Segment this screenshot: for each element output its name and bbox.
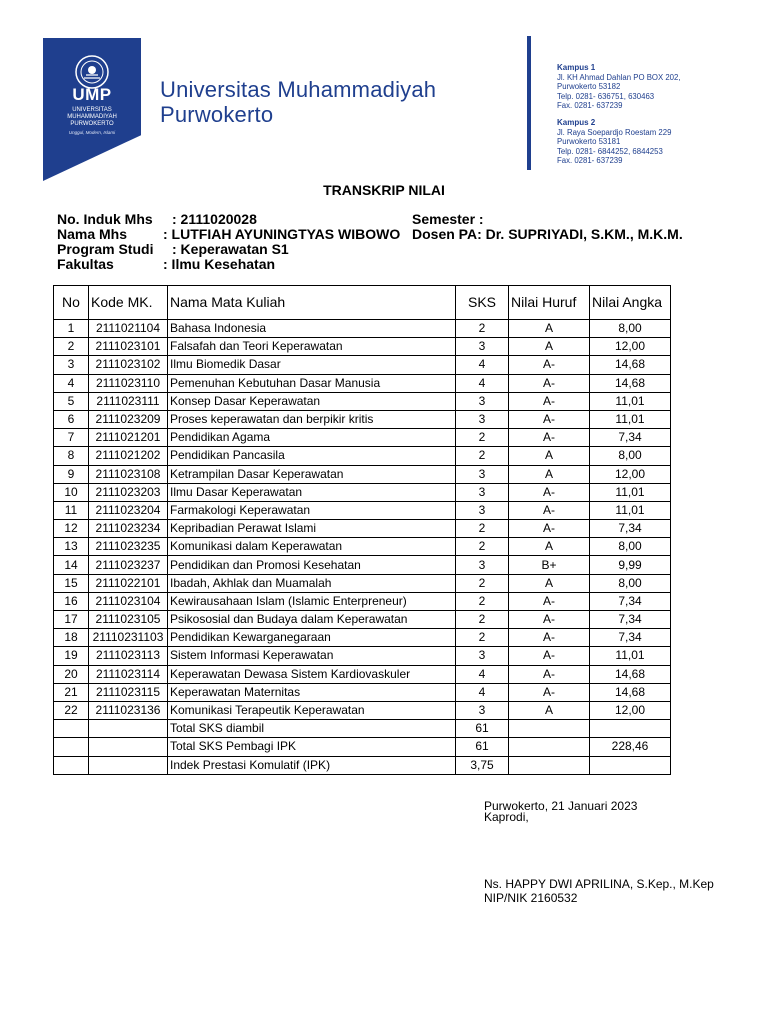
cell-nama: Kewirausahaan Islam (Islamic Enterpreneur) — [168, 592, 456, 610]
cell-kode: 2111023101 — [89, 338, 168, 356]
table-row — [54, 556, 671, 574]
cell-sks: 2 — [456, 538, 509, 556]
semester: Semester : — [412, 211, 484, 227]
cell-no: 18 — [54, 629, 89, 647]
cell-nilai-huruf: A — [509, 465, 590, 483]
cell-nilai-huruf: A- — [509, 647, 590, 665]
cell-nama: Falsafah dan Teori Keperawatan — [168, 338, 456, 356]
cell-no: 12 — [54, 520, 89, 538]
cell-sks: 3 — [456, 338, 509, 356]
cell-nilai-angka: 7,34 — [590, 520, 671, 538]
cell-sks: 2 — [456, 574, 509, 592]
cell-nilai-huruf: A- — [509, 392, 590, 410]
cell-nilai-huruf: A — [509, 447, 590, 465]
cell-nama: Konsep Dasar Keperawatan — [168, 392, 456, 410]
table-row — [54, 647, 671, 665]
cell-sks: 2 — [456, 629, 509, 647]
cell-no: 20 — [54, 665, 89, 683]
cell-sks: 3 — [456, 483, 509, 501]
cell-no: 1 — [54, 320, 89, 338]
logo-abbr: UMP — [72, 85, 112, 104]
cell-nilai-angka: 8,00 — [590, 574, 671, 592]
cell-nilai-huruf: A- — [509, 429, 590, 447]
cell-nilai-angka — [590, 756, 671, 774]
cell-sks: 3 — [456, 647, 509, 665]
cell-nilai-angka: 7,34 — [590, 611, 671, 629]
cell-nilai-huruf: A — [509, 574, 590, 592]
cell-nama: Ilmu Dasar Keperawatan — [168, 483, 456, 501]
cell-nilai-huruf: A- — [509, 592, 590, 610]
cell-sks: 2 — [456, 320, 509, 338]
cell-nilai-angka: 11,01 — [590, 410, 671, 428]
cell-nama: Sistem Informasi Keperawatan — [168, 647, 456, 665]
cell-nilai-huruf — [509, 720, 590, 738]
summary-row — [54, 738, 671, 756]
summary-row — [54, 720, 671, 738]
cell-nilai-angka: 11,01 — [590, 392, 671, 410]
student-nim: No. Induk Mhs : 2111020028 — [57, 211, 257, 227]
cell-sks: 2 — [456, 447, 509, 465]
cell-nilai-angka: 14,68 — [590, 356, 671, 374]
col-header-no: No — [54, 286, 89, 320]
cell-nilai-huruf: A- — [509, 374, 590, 392]
cell-nilai-huruf: A — [509, 320, 590, 338]
col-header-nilai-huruf: Nilai Huruf — [509, 286, 590, 320]
cell-sks: 61 — [456, 738, 509, 756]
cell-sks: 3 — [456, 392, 509, 410]
cell-no: 11 — [54, 501, 89, 519]
cell-kode: 2111023136 — [89, 701, 168, 719]
cell-nama: Keperawatan Dewasa Sistem Kardiovaskuler — [168, 665, 456, 683]
table-row — [54, 629, 671, 647]
cell-nilai-angka: 14,68 — [590, 683, 671, 701]
logo-tagline: Unggul, Modern, Islami — [68, 130, 116, 135]
table-row — [54, 465, 671, 483]
university-name: Universitas Muhammadiyah Purwokerto — [160, 77, 437, 127]
table-row — [54, 520, 671, 538]
table-row — [54, 392, 671, 410]
cell-nilai-huruf: A- — [509, 520, 590, 538]
table-header-row — [54, 286, 671, 320]
cell-sks: 2 — [456, 520, 509, 538]
cell-nilai-huruf: A — [509, 338, 590, 356]
cell-no — [54, 756, 89, 774]
cell-sks: 2 — [456, 592, 509, 610]
cell-nama: Total SKS Pembagi IPK — [168, 738, 456, 756]
table-row — [54, 611, 671, 629]
cell-nilai-huruf: A- — [509, 665, 590, 683]
table-row — [54, 483, 671, 501]
cell-nilai-angka: 12,00 — [590, 701, 671, 719]
cell-kode: 2111023235 — [89, 538, 168, 556]
cell-nama: Pendidikan dan Promosi Kesehatan — [168, 556, 456, 574]
cell-kode: 2111023108 — [89, 465, 168, 483]
table-row — [54, 447, 671, 465]
cell-kode: 2111023111 — [89, 392, 168, 410]
cell-nilai-huruf — [509, 738, 590, 756]
faculty: Fakultas : Ilmu Kesehatan — [57, 256, 276, 272]
cell-sks: 4 — [456, 683, 509, 701]
place-date: Purwokerto, 21 Januari 2023 — [484, 799, 638, 813]
cell-sks: 3 — [456, 556, 509, 574]
cell-sks: 2 — [456, 429, 509, 447]
cell-sks: 3 — [456, 410, 509, 428]
col-header-nama: Nama Mata Kuliah — [168, 286, 456, 320]
cell-kode: 2111021202 — [89, 447, 168, 465]
cell-kode: 2111023102 — [89, 356, 168, 374]
col-header-nilai-angka: Nilai Angka — [590, 286, 671, 320]
cell-kode: 2111023204 — [89, 501, 168, 519]
table-row — [54, 410, 671, 428]
signer-role: Kaprodi, — [484, 810, 529, 824]
table-row — [54, 665, 671, 683]
cell-no: 9 — [54, 465, 89, 483]
cell-kode: 2111023110 — [89, 374, 168, 392]
col-header-kode: Kode MK. — [89, 286, 168, 320]
cell-nama: Keperawatan Maternitas — [168, 683, 456, 701]
cell-no: 3 — [54, 356, 89, 374]
cell-nilai-angka: 11,01 — [590, 647, 671, 665]
table-row — [54, 374, 671, 392]
cell-nama: Psikososial dan Budaya dalam Keperawatan — [168, 611, 456, 629]
grades-table — [53, 285, 671, 775]
cell-sks: 61 — [456, 720, 509, 738]
cell-no: 21 — [54, 683, 89, 701]
cell-nilai-angka: 14,68 — [590, 665, 671, 683]
cell-kode: 2111023105 — [89, 611, 168, 629]
signer-nip: NIP/NIK 2160532 — [484, 891, 578, 905]
summary-row — [54, 756, 671, 774]
cell-nilai-angka: 7,34 — [590, 429, 671, 447]
cell-no — [54, 738, 89, 756]
cell-nama: Ketrampilan Dasar Keperawatan — [168, 465, 456, 483]
cell-nilai-huruf: A- — [509, 683, 590, 701]
cell-no: 5 — [54, 392, 89, 410]
cell-sks: 3 — [456, 501, 509, 519]
cell-nilai-angka: 228,46 — [590, 738, 671, 756]
cell-no: 16 — [54, 592, 89, 610]
table-row — [54, 501, 671, 519]
cell-nama: Komunikasi dalam Keperawatan — [168, 538, 456, 556]
table-row — [54, 592, 671, 610]
cell-kode: 2111022101 — [89, 574, 168, 592]
cell-kode: 2111023209 — [89, 410, 168, 428]
cell-no: 15 — [54, 574, 89, 592]
cell-no: 19 — [54, 647, 89, 665]
cell-nilai-huruf: A- — [509, 611, 590, 629]
cell-nama: Proses keperawatan dan berpikir kritis — [168, 410, 456, 428]
logo-name: UNIVERSITAS MUHAMMADIYAH PURWOKERTO — [67, 107, 117, 127]
cell-sks: 2 — [456, 611, 509, 629]
document-title: TRANSKRIP NILAI — [323, 182, 445, 198]
study-program: Program Studi : Keperawatan S1 — [57, 241, 289, 257]
cell-no: 22 — [54, 701, 89, 719]
cell-nilai-angka: 8,00 — [590, 538, 671, 556]
table-row — [54, 538, 671, 556]
signer-name: Ns. HAPPY DWI APRILINA, S.Kep., M.Kep — [484, 877, 714, 891]
cell-nilai-angka — [590, 720, 671, 738]
cell-nilai-huruf: A- — [509, 629, 590, 647]
cell-nilai-angka: 11,01 — [590, 501, 671, 519]
cell-nilai-huruf: A- — [509, 356, 590, 374]
cell-nama: Pendidikan Agama — [168, 429, 456, 447]
cell-nilai-huruf: A — [509, 538, 590, 556]
table-row — [54, 683, 671, 701]
cell-kode: 2111023114 — [89, 665, 168, 683]
cell-kode — [89, 720, 168, 738]
cell-sks: 3 — [456, 701, 509, 719]
cell-sks: 4 — [456, 374, 509, 392]
cell-nilai-angka: 12,00 — [590, 338, 671, 356]
cell-no: 4 — [54, 374, 89, 392]
cell-kode: 21110231103 — [89, 629, 168, 647]
table-row — [54, 429, 671, 447]
cell-no: 2 — [54, 338, 89, 356]
cell-kode: 2111023234 — [89, 520, 168, 538]
cell-nilai-angka: 7,34 — [590, 629, 671, 647]
campus-2-address: Kampus 2 Jl. Raya Soepardjo Roestam 229 Purwokerto 53181 Telp. 0281- 6844252, 6844253 Fax. 0281- 637239 — [557, 118, 672, 166]
cell-nilai-angka: 11,01 — [590, 483, 671, 501]
table-row — [54, 701, 671, 719]
cell-nilai-angka: 8,00 — [590, 447, 671, 465]
table-row — [54, 356, 671, 374]
cell-nama: Indek Prestasi Komulatif (IPK) — [168, 756, 456, 774]
dosen-pa: Dosen PA: Dr. SUPRIYADI, S.KM., M.K.M. — [412, 226, 683, 242]
cell-nilai-angka: 9,99 — [590, 556, 671, 574]
cell-sks: 4 — [456, 356, 509, 374]
campus-1-address: Kampus 1 Jl. KH Ahmad Dahlan PO BOX 202, Purwokerto 53182 Telp. 0281- 636751, 630463 Fax. 0281- 637239 — [557, 63, 681, 111]
cell-sks: 4 — [456, 665, 509, 683]
cell-no: 8 — [54, 447, 89, 465]
col-header-sks: SKS — [456, 286, 509, 320]
cell-nilai-angka: 14,68 — [590, 374, 671, 392]
cell-kode: 2111023203 — [89, 483, 168, 501]
student-name: Nama Mhs : LUTFIAH AYUNINGTYAS WIBOWO — [57, 226, 401, 242]
table-row — [54, 320, 671, 338]
cell-nilai-huruf: A- — [509, 483, 590, 501]
cell-nama: Komunikasi Terapeutik Keperawatan — [168, 701, 456, 719]
cell-no: 10 — [54, 483, 89, 501]
cell-nama: Farmakologi Keperawatan — [168, 501, 456, 519]
cell-no — [54, 720, 89, 738]
cell-kode: 2111021201 — [89, 429, 168, 447]
cell-nilai-angka: 12,00 — [590, 465, 671, 483]
cell-no: 6 — [54, 410, 89, 428]
cell-nama: Ibadah, Akhlak dan Muamalah — [168, 574, 456, 592]
cell-no: 17 — [54, 611, 89, 629]
cell-kode: 2111023115 — [89, 683, 168, 701]
cell-no: 7 — [54, 429, 89, 447]
cell-kode — [89, 738, 168, 756]
cell-kode: 2111023104 — [89, 592, 168, 610]
cell-nilai-angka: 7,34 — [590, 592, 671, 610]
cell-sks: 3,75 — [456, 756, 509, 774]
cell-no: 14 — [54, 556, 89, 574]
cell-kode: 2111023237 — [89, 556, 168, 574]
cell-kode: 2111021104 — [89, 320, 168, 338]
cell-nama: Pendidikan Pancasila — [168, 447, 456, 465]
cell-nama: Pemenuhan Kebutuhan Dasar Manusia — [168, 374, 456, 392]
cell-sks: 3 — [456, 465, 509, 483]
cell-nama: Ilmu Biomedik Dasar — [168, 356, 456, 374]
cell-nilai-huruf: A — [509, 701, 590, 719]
cell-nama: Pendidikan Kewarganegaraan — [168, 629, 456, 647]
cell-nilai-angka: 8,00 — [590, 320, 671, 338]
cell-nilai-huruf: A- — [509, 501, 590, 519]
cell-nilai-huruf: B+ — [509, 556, 590, 574]
cell-kode: 2111023113 — [89, 647, 168, 665]
cell-no: 13 — [54, 538, 89, 556]
cell-nama: Bahasa Indonesia — [168, 320, 456, 338]
table-row — [54, 338, 671, 356]
cell-nama: Kepribadian Perawat Islami — [168, 520, 456, 538]
table-row — [54, 574, 671, 592]
cell-nilai-huruf: A- — [509, 410, 590, 428]
cell-kode — [89, 756, 168, 774]
header-divider — [527, 36, 531, 170]
cell-nilai-huruf — [509, 756, 590, 774]
cell-nama: Total SKS diambil — [168, 720, 456, 738]
